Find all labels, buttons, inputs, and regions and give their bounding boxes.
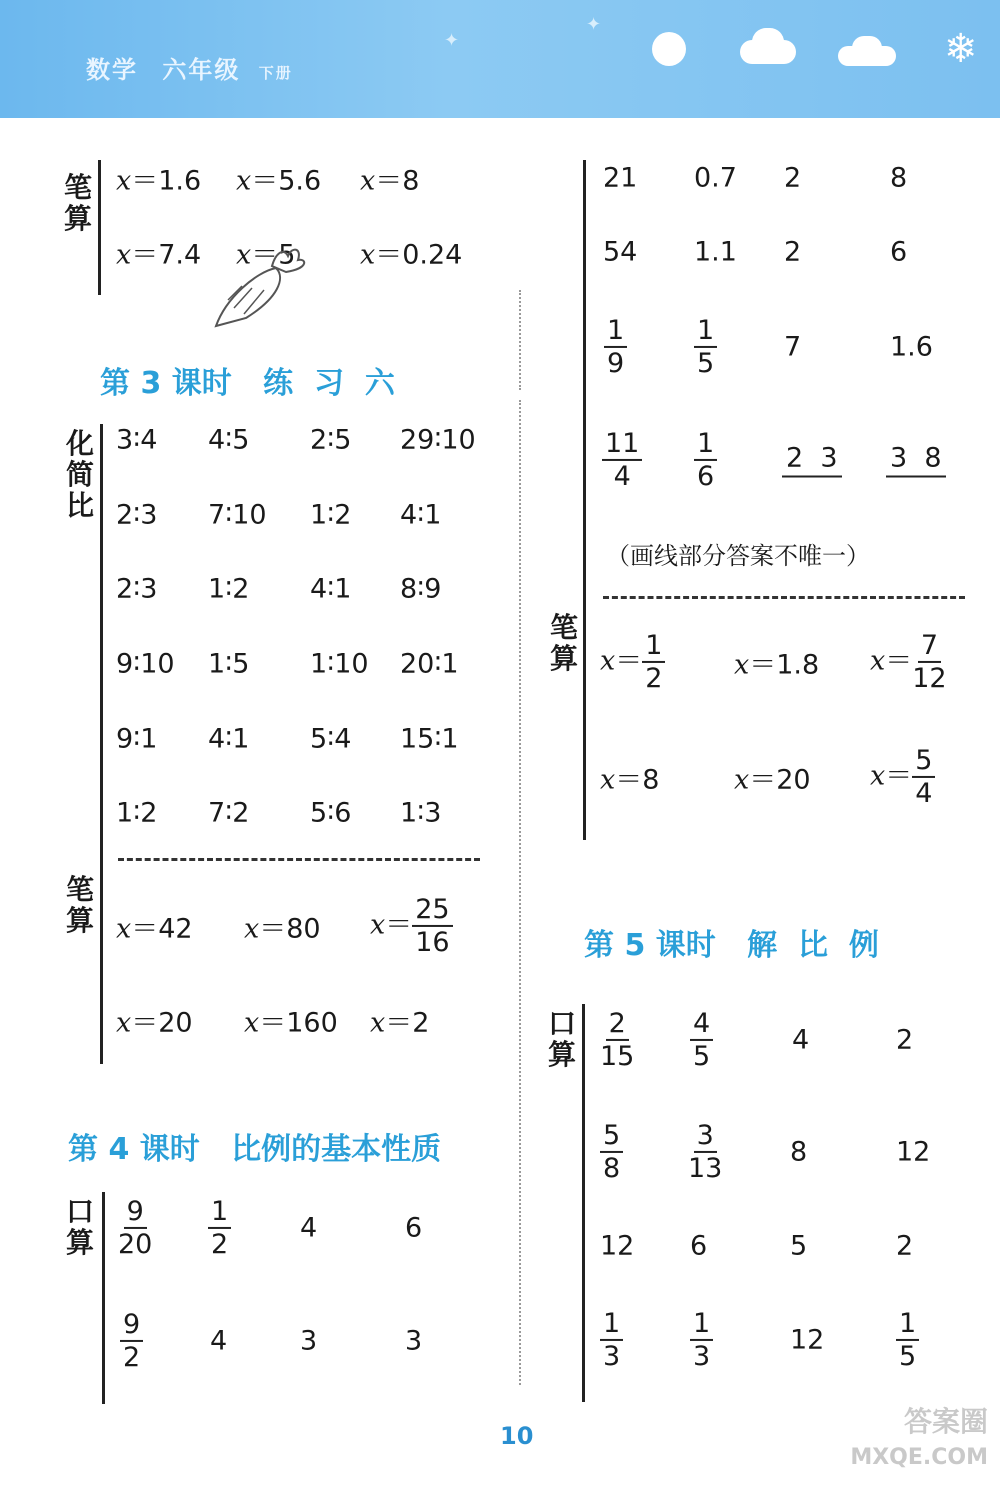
ratio-cell: 1∶3 bbox=[400, 797, 442, 829]
header-subject: 数学 bbox=[86, 56, 138, 84]
answer-cell: x＝ $\frac{7}{12}$ bbox=[870, 629, 947, 694]
answer-cell: 5 bbox=[790, 1230, 808, 1262]
ratio-cell: 2∶3 bbox=[116, 499, 158, 531]
written-calc-label: 笔算 bbox=[65, 873, 94, 937]
answer-cell: 1.1 bbox=[694, 236, 737, 268]
answer-cell: 1.6 bbox=[890, 331, 933, 363]
vertical-rule bbox=[100, 424, 103, 1064]
ratio-cell: 5∶4 bbox=[310, 723, 352, 755]
watermark-text: 答案圈 bbox=[903, 1405, 988, 1438]
header-grade: 六年级 bbox=[162, 56, 241, 84]
answer-cell: $\frac{1}{3}$ bbox=[600, 1308, 623, 1372]
answer-cell: 7 bbox=[784, 331, 802, 363]
answer-cell: 12 bbox=[790, 1324, 825, 1356]
answer-cell: 12 bbox=[600, 1230, 635, 1262]
ratio-cell: 9∶1 bbox=[116, 723, 158, 755]
header-title bbox=[86, 50, 293, 85]
header-volume: 下册 bbox=[258, 64, 293, 82]
dashed-divider bbox=[118, 858, 480, 861]
answer-cell: x＝160 bbox=[244, 1007, 338, 1039]
vertical-rule bbox=[102, 1192, 105, 1404]
answer-cell: x＝20 bbox=[734, 764, 811, 796]
ratio-cell: 1∶2 bbox=[310, 499, 352, 531]
vertical-rule bbox=[582, 1004, 585, 1402]
answer-cell: x＝42 bbox=[116, 913, 193, 945]
ratio-cell: 7∶2 bbox=[208, 797, 250, 829]
snowflake-icon: ❄ bbox=[944, 26, 978, 72]
ratio-cell: 8∶9 bbox=[400, 573, 442, 605]
answer-cell: x＝8 bbox=[360, 165, 420, 197]
answer-cell: 21 bbox=[603, 162, 638, 194]
column-divider bbox=[519, 290, 521, 390]
ratio-cell: 4∶1 bbox=[310, 573, 352, 605]
answer-cell: $\frac{9}{2}$ bbox=[120, 1309, 143, 1373]
answer-cell: x＝20 bbox=[116, 1007, 193, 1039]
ratio-cell: 7∶10 bbox=[208, 499, 267, 531]
answer-cell: 4 bbox=[210, 1325, 228, 1357]
answer-cell: x＝2 bbox=[370, 1007, 430, 1039]
answer-cell: $\frac{3}{13}$ bbox=[688, 1119, 723, 1184]
ratio-cell: 1∶2 bbox=[208, 573, 250, 605]
sparkle-icon: ✦ bbox=[586, 14, 602, 35]
ratio-cell: 4∶5 bbox=[208, 424, 250, 456]
answer-cell: x＝1.6 bbox=[116, 165, 202, 197]
sparkle-icon: ✦ bbox=[444, 30, 460, 51]
answer-cell: 12 bbox=[896, 1136, 931, 1168]
answer-cell: 54 bbox=[603, 236, 638, 268]
answer-cell: $\frac{1}{6}$ bbox=[694, 428, 717, 492]
answer-cell: x＝0.24 bbox=[360, 239, 463, 271]
answer-cell: x＝5.6 bbox=[236, 165, 322, 197]
answer-cell: 4 bbox=[792, 1024, 810, 1056]
answer-cell: $\frac{1}{3}$ bbox=[690, 1308, 713, 1372]
answer-cell: 6 bbox=[690, 1230, 708, 1262]
oral-calc-label: 口算 bbox=[547, 1007, 576, 1071]
answer-cell: 2 bbox=[784, 236, 802, 268]
answer-cell: 6 bbox=[405, 1212, 423, 1244]
written-calc-label: 笔算 bbox=[549, 611, 578, 675]
answer-cell: 3 bbox=[405, 1325, 423, 1357]
answer-cell: x＝ $\frac{1}{2}$ bbox=[600, 630, 665, 694]
answer-cell: x＝ $\frac{5}{4}$ bbox=[870, 745, 935, 809]
vertical-rule bbox=[98, 160, 101, 295]
ratio-cell: 2∶5 bbox=[310, 424, 352, 456]
page-header bbox=[0, 0, 1000, 118]
answer-note: （画线部分答案不唯一） bbox=[606, 542, 870, 570]
ratio-cell: 15∶1 bbox=[400, 723, 459, 755]
lesson-5-title: 第 5 课时 解 比 例 bbox=[584, 928, 879, 963]
answer-cell: $\frac{1}{5}$ bbox=[896, 1308, 919, 1372]
answer-cell: 3 bbox=[300, 1325, 318, 1357]
answer-cell: x＝ $\frac{25}{16}$ bbox=[370, 894, 453, 958]
ratio-cell: 1∶2 bbox=[116, 797, 158, 829]
answer-cell: $\frac{11}{4}$ bbox=[602, 428, 642, 492]
vertical-rule bbox=[583, 160, 586, 840]
answer-cell: $\frac{2}{15}$ bbox=[600, 1007, 635, 1072]
written-calc-label: 笔算 bbox=[63, 171, 92, 235]
watermark-logo bbox=[850, 1404, 988, 1476]
answer-cell: 8 bbox=[890, 162, 908, 194]
answer-cell: 0.7 bbox=[694, 162, 737, 194]
carrot-icon bbox=[206, 238, 316, 338]
answer-cell: x＝7.4 bbox=[116, 239, 202, 271]
ratio-cell: 4∶1 bbox=[400, 499, 442, 531]
sun-icon bbox=[652, 32, 686, 66]
ratio-cell: 3∶4 bbox=[116, 424, 158, 456]
lesson-4-title: 第 4 课时 比例的基本性质 bbox=[68, 1132, 442, 1167]
page-number: 10 bbox=[500, 1422, 534, 1450]
answer-cell: 6 bbox=[890, 236, 908, 268]
dashed-divider bbox=[603, 596, 965, 599]
answer-cell: $\frac{9}{20}$ bbox=[118, 1195, 153, 1260]
answer-cell: $\frac{1}{9}$ bbox=[604, 315, 627, 379]
answer-cell: $\frac{5}{8}$ bbox=[600, 1120, 623, 1184]
ratio-cell: 2∶3 bbox=[116, 573, 158, 605]
answer-cell: $\frac{1}{2}$ bbox=[208, 1196, 231, 1260]
answer-cell: 2 bbox=[784, 162, 802, 194]
answer-cell: 2 bbox=[896, 1024, 914, 1056]
answer-cell: 2 bbox=[896, 1230, 914, 1262]
answer-cell: 4 bbox=[300, 1212, 318, 1244]
ratio-cell: 29∶10 bbox=[400, 424, 476, 456]
ratio-cell: 1∶5 bbox=[208, 648, 250, 680]
answer-cell: $\frac{1}{5}$ bbox=[694, 315, 717, 379]
answer-cell: x＝5 bbox=[236, 239, 296, 271]
ratio-cell: 4∶1 bbox=[208, 723, 250, 755]
column-divider bbox=[519, 400, 521, 1385]
underlined-answer: 3 8 bbox=[886, 443, 946, 478]
answer-cell: x＝80 bbox=[244, 913, 321, 945]
simplify-ratio-label: 化简比 bbox=[65, 427, 94, 522]
answer-cell: 8 bbox=[790, 1136, 808, 1168]
answer-cell: $\frac{4}{5}$ bbox=[690, 1008, 713, 1072]
answer-cell: x＝8 bbox=[600, 764, 660, 796]
lesson-3-title: 第 3 课时 练 习 六 bbox=[100, 366, 395, 401]
watermark-url: MXQE.COM bbox=[850, 1445, 988, 1470]
answer-cell: x＝1.8 bbox=[734, 649, 820, 681]
ratio-cell: 20∶1 bbox=[400, 648, 459, 680]
oral-calc-label: 口算 bbox=[65, 1195, 94, 1259]
ratio-cell: 5∶6 bbox=[310, 797, 352, 829]
ratio-cell: 1∶10 bbox=[310, 648, 369, 680]
ratio-cell: 9∶10 bbox=[116, 648, 175, 680]
underlined-answer: 2 3 bbox=[782, 443, 842, 478]
